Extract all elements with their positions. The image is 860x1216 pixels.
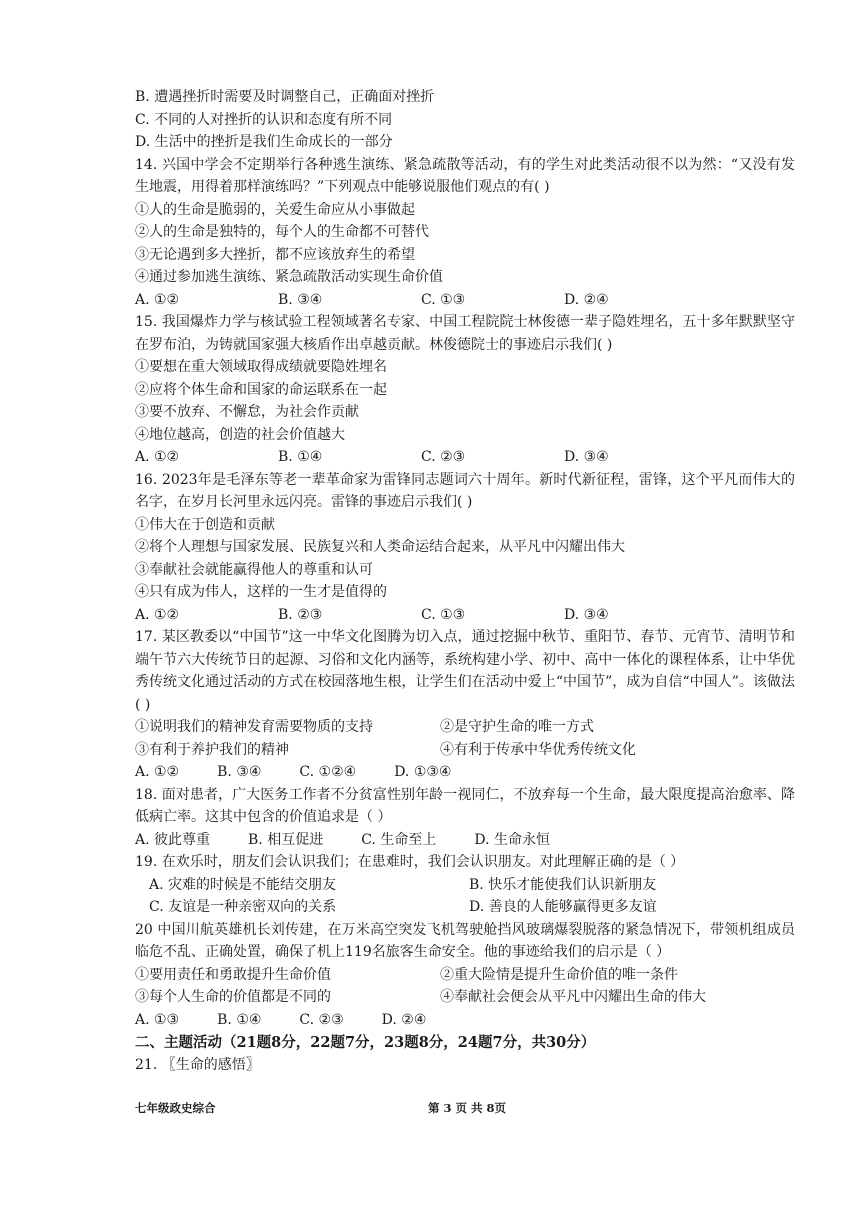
q17-options: [135, 761, 795, 784]
q19-options-row-1: [135, 874, 795, 897]
q15-item-4: ④地位越高，创造的社会价值越大: [135, 426, 345, 443]
q15-item-1: ①要想在重大领域取得成绩就要隐姓埋名: [135, 359, 387, 375]
q16-stem: 16. 2023年是毛泽东等老一辈革命家为雷锋同志题词六十周年。新时代新征程，雷锋，这个平凡而伟大的名字，在岁月长河里永远闪亮。雷锋的事迹启示我们( ): [135, 471, 795, 510]
q19-stem: 19. 在欢乐时，朋友们会认识我们；在患难时，我们会认识朋友。对此理解正确的是（ ）: [135, 854, 685, 870]
q20-item-1: ①要用责任和勇敢提升生命价值: [135, 966, 331, 983]
q20-items-row-2: [135, 986, 795, 1009]
q15-option-b[interactable]: B. ①④: [278, 449, 323, 465]
exam-content: [135, 86, 795, 1077]
q20-option-a[interactable]: A. ①③: [135, 1011, 180, 1028]
q20-item-3: ③每个人生命的价值都是不同的: [135, 989, 331, 1005]
q13-option-c: C. 不同的人对挫折的认识和态度有所不同: [135, 111, 393, 128]
q14-option-a[interactable]: A. ①②: [135, 291, 180, 308]
q17-items-row-1: [135, 716, 795, 739]
q15-item-2: ②应将个体生命和国家的命运联系在一起: [135, 381, 387, 398]
q14-option-d[interactable]: D. ②④: [564, 291, 609, 308]
q17-item-1: ①说明我们的精神发育需要物质的支持: [135, 719, 373, 735]
q16-item-4: ④只有成为伟人，这样的一生才是值得的: [135, 584, 387, 600]
q14-options: [135, 289, 795, 312]
q19-option-a[interactable]: A. 灾难的时候是不能结交朋友: [149, 876, 337, 893]
q14-item-4: ④通过参加逃生演练、紧急疏散活动实现生命价值: [135, 269, 443, 285]
q18-option-b[interactable]: B. 相互促进: [248, 831, 324, 848]
q16-option-a[interactable]: A. ①②: [135, 606, 180, 623]
q13-option-d: D. 生活中的挫折是我们生命成长的一部分: [135, 134, 393, 150]
q17-items-row-2: [135, 739, 795, 762]
q15-option-a[interactable]: A. ①②: [135, 449, 180, 465]
q17-item-3: ③有利于养护我们的精神: [135, 741, 289, 758]
q13-option-b: B. 遭遇挫折时需要及时调整自己，正确面对挫折: [135, 89, 435, 105]
q15-item-3: ③要不放弃、不懈怠，为社会作贡献: [135, 404, 359, 420]
q17-option-b[interactable]: B. ③④: [217, 764, 262, 780]
q18-options: [135, 829, 795, 852]
q20-option-b[interactable]: B. ①④: [217, 1011, 262, 1028]
q20-item-4: ④奉献社会便会从平凡中闪耀出生命的伟大: [440, 989, 706, 1005]
q20-options: [135, 1009, 795, 1032]
section-2-title: 二、主题活动（21题8分，22题7分，23题8分，24题7分，共30分）: [135, 1034, 596, 1051]
q16-option-d[interactable]: D. ③④: [564, 606, 609, 623]
q17-stem: 17. 某区教委以“中国节”这一中华文化图腾为切入点，通过挖掘中秋节、重阳节、春节、元宵节、清明节和端午节六大传统节日的起源、习俗和文化内涵等，系统构建小学、初中、高中一体化的课程体系，让中华优秀传统文化通过活动的方式在校园落地生根，让学生们在活动中爱上“中国节”，成为自信“中国人”。该做法( ): [135, 629, 795, 713]
q15-stem: 15. 我国爆炸力学与核试验工程领域著名专家、中国工程院院士林俊德一辈子隐姓埋名，五十多年默默坚守在罗布泊，为铸就国家强大核盾作出卓越贡献。林俊德院士的事迹启示我们( ): [135, 314, 795, 353]
q19-options-row-2: [135, 896, 795, 919]
q15-options: [135, 446, 795, 469]
q18-stem: 18. 面对患者，广大医务工作者不分贫富性别年龄一视同仁，不放弃每一个生命，最大限度提高治愈率、降低病亡率。这其中包含的价值追求是（ ）: [135, 786, 795, 825]
q14-item-2: ②人的生命是独特的，每个人的生命都不可替代: [135, 224, 429, 240]
q17-item-2: ②是守护生命的唯一方式: [440, 719, 594, 735]
q16-option-b[interactable]: B. ②③: [278, 606, 323, 623]
q14-item-3: ③无论遇到多大挫折，都不应该放弃生的希望: [135, 246, 415, 263]
q19-option-b[interactable]: B. 快乐才能使我们认识新朋友: [469, 876, 657, 893]
q16-options: [135, 604, 795, 627]
q17-option-a[interactable]: A. ①②: [135, 764, 180, 780]
q15-option-c[interactable]: C. ②③: [421, 449, 466, 465]
q19-option-c[interactable]: C. 友谊是一种亲密双向的关系: [149, 899, 337, 915]
q14-option-c[interactable]: C. ①③: [421, 291, 466, 308]
q20-option-d[interactable]: D. ②④: [381, 1011, 427, 1028]
q20-items-row-1: [135, 964, 795, 987]
q16-item-3: ③奉献社会就能赢得他人的尊重和认可: [135, 561, 373, 578]
q14-stem: 14. 兴国中学会不定期举行各种逃生演练、紧急疏散等活动，有的学生对此类活动很不以为然：“又没有发生地震，用得着那样演练吗？”下列观点中能够说服他们观点的有( ): [135, 156, 795, 195]
q17-option-d[interactable]: D. ①③④: [394, 764, 452, 780]
q19-option-d[interactable]: D. 善良的人能够赢得更多友谊: [469, 899, 657, 915]
q20-item-2: ②重大险情是提升生命价值的唯一条件: [440, 966, 678, 983]
q16-item-2: ②将个人理想与国家发展、民族复兴和人类命运结合起来，从平凡中闪耀出伟大: [135, 539, 625, 555]
footer-subject: 七年级政史综合: [135, 1101, 216, 1115]
q17-item-4: ④有利于传承中华优秀传统文化: [440, 741, 636, 758]
q18-option-a[interactable]: A. 彼此尊重: [135, 831, 211, 848]
q16-option-c[interactable]: C. ①③: [421, 606, 466, 623]
q14-option-b[interactable]: B. ③④: [278, 291, 323, 308]
q18-option-c[interactable]: C. 生命至上: [361, 831, 437, 848]
q21-title: 21. 〖生命的感悟〗: [135, 1057, 260, 1073]
footer-page-number: 第 3 页 共 8页: [428, 1101, 507, 1115]
q20-option-c[interactable]: C. ②③: [299, 1011, 344, 1028]
q16-item-1: ①伟大在于创造和贡献: [135, 516, 275, 533]
q15-option-d[interactable]: D. ③④: [564, 449, 609, 465]
q18-option-d[interactable]: D. 生命永恒: [474, 831, 550, 848]
q20-stem: 20 中国川航英雄机长刘传建，在万米高空突发飞机驾驶舱挡风玻璃爆裂脱落的紧急情况下，带领机组成员临危不乱、正确处置，确保了机上119名旅客生命安全。他的事迹给我们的启示是（ ）: [135, 921, 795, 960]
q17-option-c[interactable]: C. ①②④: [299, 764, 357, 780]
q14-item-1: ①人的生命是脆弱的，关爱生命应从小事做起: [135, 201, 415, 218]
